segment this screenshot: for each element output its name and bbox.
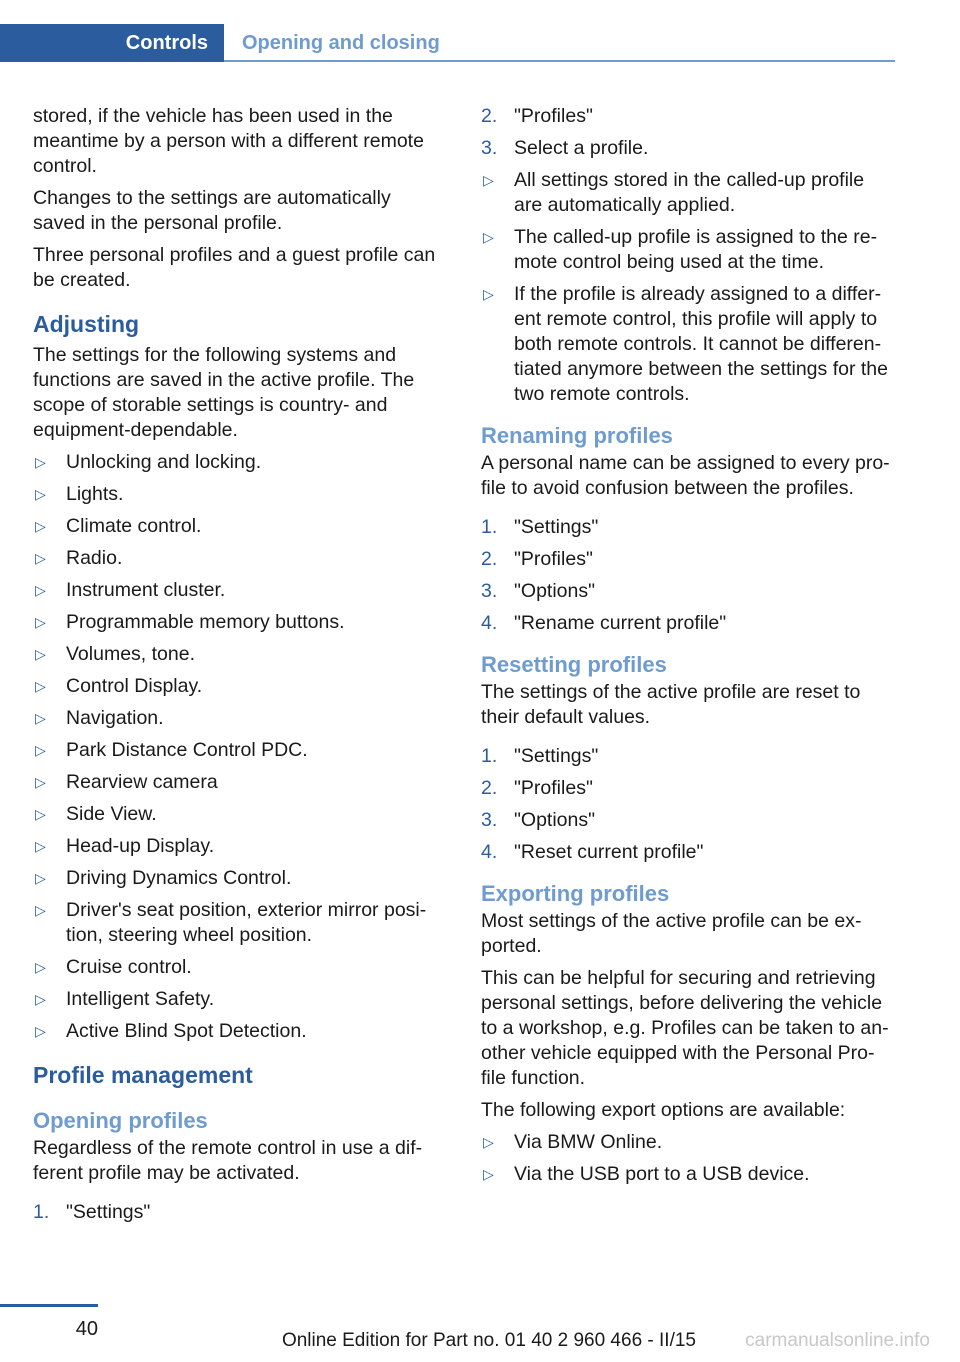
list-item: [33, 706, 445, 731]
step-number: 3.: [481, 809, 498, 831]
heading-opening-profiles: Opening profiles: [33, 1108, 208, 1133]
export-options-list: [481, 1130, 897, 1187]
page-number: 40: [75, 1318, 98, 1340]
bullet-triangle-icon: ▷: [35, 454, 46, 470]
step-number: 2.: [481, 777, 498, 799]
bullet-triangle-icon: ▷: [35, 1023, 46, 1039]
list-item-text: Rearview camera: [66, 771, 218, 793]
adjusting-list: [33, 450, 445, 1044]
list-item: [33, 450, 445, 475]
step-item: [33, 1200, 445, 1225]
list-item-text: Radio.: [66, 547, 123, 569]
opening-steps-continued: [481, 104, 897, 161]
step-item: [481, 547, 897, 572]
heading-adjusting: Adjusting: [33, 311, 140, 337]
list-item-text: Cruise control.: [66, 956, 192, 978]
list-item: [33, 770, 445, 795]
heading-exporting-profiles: Exporting profiles: [481, 881, 670, 906]
bullet-triangle-icon: ▷: [35, 774, 46, 790]
list-item: [481, 168, 897, 218]
bullet-triangle-icon: ▷: [35, 614, 46, 630]
edition-note: Online Edition for Part no. 01 40 2 960 466 - II/15: [281, 1330, 696, 1351]
step-number: 1.: [33, 1201, 50, 1223]
watermark: carmanualsonline.info: [745, 1330, 930, 1351]
step-item: [481, 808, 897, 833]
list-item-text: Via BMW Online.: [514, 1131, 663, 1153]
list-item: [33, 1019, 445, 1044]
step-text: "Settings": [66, 1201, 151, 1223]
list-item: [33, 866, 445, 891]
step-item: [481, 611, 897, 636]
step-text: "Profiles": [514, 105, 593, 127]
step-number: 3.: [481, 580, 498, 602]
bullet-triangle-icon: ▷: [35, 550, 46, 566]
step-item: [481, 104, 897, 129]
right-column: [481, 104, 897, 1194]
list-item: [33, 802, 445, 827]
resetting-steps: [481, 744, 897, 865]
step-text: "Rename current profile": [514, 612, 727, 634]
bullet-triangle-icon: ▷: [35, 710, 46, 726]
footer-rule: [0, 1304, 98, 1307]
opening-text: Regardless of the remote control in use a dif‐ferent profile may be activated.: [33, 1137, 423, 1184]
opening-result-list: [481, 168, 897, 407]
list-item: [33, 642, 445, 667]
opening-steps: [33, 1200, 445, 1225]
bullet-triangle-icon: ▷: [483, 172, 494, 188]
bullet-triangle-icon: ▷: [483, 229, 494, 245]
list-item-text: Climate control.: [66, 515, 202, 537]
step-item: [481, 515, 897, 540]
step-text: "Options": [514, 580, 596, 602]
bullet-triangle-icon: ▷: [35, 870, 46, 886]
step-text: "Settings": [514, 516, 599, 538]
list-item-text: Driving Dynamics Control.: [66, 867, 292, 889]
step-number: 1.: [481, 745, 498, 767]
list-item-text: Volumes, tone.: [66, 643, 195, 665]
list-item-text: Park Distance Control PDC.: [66, 739, 308, 761]
step-text: "Options": [514, 809, 596, 831]
list-item-text: Side View.: [66, 803, 157, 825]
step-item: [481, 840, 897, 865]
bullet-triangle-icon: ▷: [35, 991, 46, 1007]
list-item: [33, 834, 445, 859]
list-item: [33, 955, 445, 980]
bullet-triangle-icon: ▷: [35, 646, 46, 662]
list-item-text: Navigation.: [66, 707, 164, 729]
bullet-triangle-icon: ▷: [35, 742, 46, 758]
list-item-text: Active Blind Spot Detection.: [66, 1020, 307, 1042]
header-tab-opening-and-closing: Opening and closing: [242, 31, 440, 54]
step-text: "Profiles": [514, 777, 593, 799]
step-number: 4.: [481, 612, 498, 634]
step-number: 2.: [481, 548, 498, 570]
heading-renaming-profiles: Renaming profiles: [481, 423, 673, 448]
step-number: 3.: [481, 137, 498, 159]
bullet-triangle-icon: ▷: [35, 838, 46, 854]
list-item-text: All settings stored in the called-up profile are automatically applied.: [514, 169, 865, 216]
bullet-triangle-icon: ▷: [483, 1166, 494, 1182]
step-text: "Settings": [514, 745, 599, 767]
list-item-text: Via the USB port to a USB device.: [514, 1163, 810, 1185]
step-number: 4.: [481, 841, 498, 863]
list-item-text: Programmable memory buttons.: [66, 611, 345, 633]
exporting-text-3: The following export options are available:: [481, 1099, 846, 1121]
renaming-text: A personal name can be assigned to every pro‐file to avoid confusion between the profiles.: [481, 452, 890, 499]
intro-paragraph-1: stored, if the vehicle has been used in the meantime by a person with a different remote control.: [33, 105, 424, 177]
list-item-text: The called-up profile is assigned to the re‐mote control being used at the time.: [514, 226, 878, 273]
list-item: [33, 514, 445, 539]
list-item-text: Unlocking and locking.: [66, 451, 262, 473]
intro-paragraph-3: Three personal profiles and a guest profile can be created.: [33, 244, 436, 291]
bullet-triangle-icon: ▷: [35, 806, 46, 822]
list-item: [33, 738, 445, 763]
list-item: [33, 987, 445, 1012]
adjusting-text: The settings for the following systems and functions are saved in the active profile. The scope of storable settings is country- and equipment-dependable.: [33, 344, 415, 441]
header-rule: [224, 60, 895, 62]
step-number: 1.: [481, 516, 498, 538]
list-item: [33, 674, 445, 699]
list-item: [33, 578, 445, 603]
step-item: [481, 136, 897, 161]
renaming-steps: [481, 515, 897, 636]
list-item-text: Intelligent Safety.: [66, 988, 215, 1010]
step-text: Select a profile.: [514, 137, 649, 159]
step-item: [481, 579, 897, 604]
list-item-text: Control Display.: [66, 675, 203, 697]
list-item: [481, 1162, 897, 1187]
bullet-triangle-icon: ▷: [35, 582, 46, 598]
list-item: [481, 225, 897, 275]
step-number: 2.: [481, 105, 498, 127]
list-item: [33, 898, 445, 948]
list-item-text: Lights.: [66, 483, 124, 505]
list-item: [481, 1130, 897, 1155]
list-item: [481, 282, 897, 407]
exporting-text-1: Most settings of the active profile can be ex‐ported.: [481, 910, 862, 957]
list-item-text: Head-up Display.: [66, 835, 215, 857]
step-text: "Reset current profile": [514, 841, 704, 863]
bullet-triangle-icon: ▷: [35, 959, 46, 975]
heading-profile-management: Profile management: [33, 1062, 253, 1088]
step-item: [481, 744, 897, 769]
list-item-text: If the profile is already assigned to a differ‐ent remote control, this profile will apply to both remote controls. It cannot be differen‐tiated anymore between the settings for the two remote controls.: [514, 283, 888, 405]
step-text: "Profiles": [514, 548, 593, 570]
heading-resetting-profiles: Resetting profiles: [481, 652, 667, 677]
bullet-triangle-icon: ▷: [483, 1134, 494, 1150]
list-item: [33, 546, 445, 571]
exporting-text-2: This can be helpful for securing and retrieving personal settings, before delivering the vehicle to a workshop, e.g. Profiles can be taken to an‐other vehicle equipped with the Personal Pro‐file function.: [481, 967, 889, 1089]
list-item: [33, 610, 445, 635]
list-item-text: Driver's seat position, exterior mirror posi‐tion, steering wheel position.: [66, 899, 427, 946]
list-item: [33, 482, 445, 507]
list-item-text: Instrument cluster.: [66, 579, 226, 601]
left-column: [33, 104, 445, 1232]
header-tab-controls: Controls: [0, 24, 224, 62]
bullet-triangle-icon: ▷: [35, 678, 46, 694]
bullet-triangle-icon: ▷: [35, 518, 46, 534]
bullet-triangle-icon: ▷: [35, 902, 46, 918]
resetting-text: The settings of the active profile are reset to their default values.: [481, 681, 861, 728]
bullet-triangle-icon: ▷: [35, 486, 46, 502]
intro-paragraph-2: Changes to the settings are automatically saved in the personal profile.: [33, 187, 391, 234]
step-item: [481, 776, 897, 801]
bullet-triangle-icon: ▷: [483, 286, 494, 302]
